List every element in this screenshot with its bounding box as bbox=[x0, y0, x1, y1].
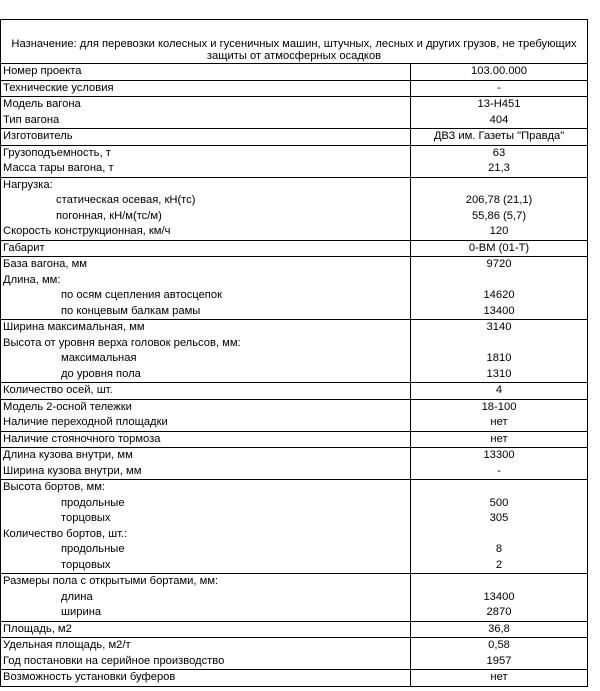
parameter-value: 63 bbox=[492, 146, 506, 159]
parameter-label: максимальная bbox=[61, 352, 137, 364]
table-row bbox=[1, 383, 587, 400]
parameter-label: Количество бортов, шт.: bbox=[3, 527, 128, 540]
parameter-value: 500 bbox=[489, 496, 509, 509]
table-row bbox=[1, 574, 587, 622]
parameter-value bbox=[411, 574, 587, 590]
parameter-cell bbox=[1, 257, 410, 319]
value-cell bbox=[410, 64, 587, 80]
value-cell bbox=[410, 670, 587, 686]
table-row bbox=[1, 320, 587, 383]
table-row bbox=[1, 257, 587, 320]
parameter-value: 0-ВМ (01-Т) bbox=[468, 241, 530, 254]
table-row bbox=[1, 622, 587, 639]
parameter-value: 13400 bbox=[483, 590, 515, 603]
parameter-cell bbox=[1, 622, 410, 638]
value-cell bbox=[410, 257, 587, 319]
value-cell bbox=[410, 432, 587, 448]
parameter-label: по осям сцепления автосцепок bbox=[61, 289, 222, 301]
parameter-label: длина bbox=[61, 590, 93, 603]
parameter-value: 1957 bbox=[486, 654, 512, 667]
table-row bbox=[1, 670, 587, 687]
value-cell bbox=[410, 400, 587, 431]
parameter-label: Наличие переходной площадки bbox=[3, 416, 168, 428]
parameter-label: Модель 2-осной тележки bbox=[3, 400, 132, 413]
parameter-value: 1310 bbox=[486, 367, 512, 380]
parameter-value: 13-Н451 bbox=[477, 98, 521, 110]
parameter-label: Год постановки на серийное производство bbox=[3, 654, 225, 667]
parameter-value: 18-100 bbox=[481, 400, 517, 413]
value-cell bbox=[410, 81, 587, 97]
value-cell bbox=[410, 146, 587, 177]
parameter-label: продольные bbox=[61, 543, 125, 555]
parameter-cell bbox=[1, 432, 410, 448]
parameter-value: 120 bbox=[489, 225, 509, 237]
parameter-label: Площадь, м2 bbox=[3, 622, 72, 635]
parameter-value: 1810 bbox=[486, 352, 512, 364]
parameter-label: Возможность установки буферов bbox=[3, 671, 176, 683]
value-cell bbox=[410, 241, 587, 257]
parameter-value: 4 bbox=[495, 384, 503, 396]
parameter-label: Высота от уровня верха головок рельсов, мм: bbox=[3, 336, 241, 349]
parameter-value: 2 bbox=[495, 558, 503, 571]
parameter-label: Грузоподъемность, т bbox=[3, 146, 111, 159]
table-row bbox=[1, 146, 587, 178]
table-row bbox=[1, 97, 587, 129]
parameter-label: Размеры пола с открытыми бортами, мм: bbox=[3, 575, 219, 587]
parameter-label: Ширина максимальная, мм bbox=[3, 321, 145, 333]
value-cell bbox=[410, 129, 587, 145]
parameter-value: 2870 bbox=[486, 606, 512, 618]
parameter-label: Нагрузка: bbox=[3, 178, 53, 191]
parameter-value: 13400 bbox=[483, 304, 515, 317]
parameter-value: 36,8 bbox=[488, 622, 510, 635]
table-row bbox=[1, 81, 587, 98]
parameter-label: Масса тары вагона, т bbox=[3, 162, 114, 174]
parameter-label: торцовых bbox=[61, 558, 111, 571]
table-row bbox=[1, 178, 587, 241]
parameter-value: 21,3 bbox=[488, 162, 510, 174]
parameter-label: Номер проекта bbox=[3, 65, 82, 77]
parameter-value: 3140 bbox=[486, 321, 512, 333]
parameter-cell bbox=[1, 400, 410, 431]
table-row bbox=[1, 129, 587, 146]
value-cell bbox=[410, 480, 587, 573]
parameter-value: 206,78 (21,1) bbox=[465, 194, 533, 206]
parameter-cell bbox=[1, 670, 410, 686]
parameter-value: нет bbox=[490, 416, 508, 428]
parameter-value: 305 bbox=[489, 512, 509, 524]
table-row bbox=[1, 480, 587, 574]
parameter-value: 13300 bbox=[483, 449, 515, 461]
value-cell bbox=[410, 178, 587, 240]
parameter-cell bbox=[1, 97, 410, 128]
parameter-cell bbox=[1, 383, 410, 399]
parameter-label: Ширина кузова внутри, мм bbox=[3, 464, 142, 477]
parameter-label: Длина, мм: bbox=[3, 273, 61, 286]
value-cell bbox=[410, 622, 587, 638]
parameter-label: Тип вагона bbox=[3, 113, 60, 126]
table-row bbox=[1, 448, 587, 480]
parameter-value: 8 bbox=[495, 543, 503, 555]
parameter-label: до уровня пола bbox=[61, 367, 141, 380]
parameter-value: 9720 bbox=[486, 258, 512, 270]
parameter-value bbox=[411, 336, 587, 352]
table-row bbox=[1, 400, 587, 432]
parameter-label: Удельная площадь, м2/т bbox=[3, 639, 131, 651]
parameter-label: статическая осевая, кН(тс) bbox=[56, 194, 196, 206]
parameter-label: Технические условия bbox=[3, 81, 114, 94]
parameter-label: Высота бортов, мм: bbox=[3, 481, 106, 493]
parameter-label: Модель вагона bbox=[3, 98, 81, 110]
table-body bbox=[1, 64, 587, 687]
parameter-value: - bbox=[497, 464, 501, 477]
table-title: Назначение: для перевозки колесных и гусеничных машин, штучных, лесных и других грузов, не требующих защиты от атмосферных осадков bbox=[1, 20, 587, 64]
parameter-label: продольные bbox=[61, 496, 125, 509]
parameter-value: ДВЗ им. Газеты "Правда" bbox=[433, 130, 565, 142]
parameter-value: нет bbox=[490, 671, 508, 683]
value-cell bbox=[410, 383, 587, 399]
parameter-value bbox=[411, 273, 587, 289]
table-row bbox=[1, 638, 587, 670]
table-row bbox=[1, 64, 587, 81]
spec-table bbox=[0, 19, 588, 687]
parameter-cell bbox=[1, 129, 410, 145]
parameter-value: нет bbox=[490, 432, 508, 445]
value-cell bbox=[410, 448, 587, 479]
parameter-label: Наличие стояночного тормоза bbox=[3, 432, 161, 445]
parameter-cell bbox=[1, 448, 410, 479]
parameter-value bbox=[411, 480, 587, 496]
parameter-value: 14620 bbox=[483, 289, 515, 301]
parameter-label: Скорость конструкционная, км/ч bbox=[3, 225, 171, 237]
parameter-value: 404 bbox=[489, 113, 509, 126]
parameter-value: 103.00.000 bbox=[471, 65, 527, 77]
table-row bbox=[1, 432, 587, 449]
parameter-cell bbox=[1, 574, 410, 621]
parameter-label: по концевым балкам рамы bbox=[61, 304, 201, 317]
parameter-label: торцовых bbox=[61, 512, 111, 524]
value-cell bbox=[410, 574, 587, 621]
parameter-cell bbox=[1, 241, 410, 257]
parameter-value bbox=[411, 178, 587, 194]
parameter-cell bbox=[1, 320, 410, 382]
parameter-value: 55,86 (5,7) bbox=[471, 209, 527, 222]
parameter-cell bbox=[1, 638, 410, 669]
parameter-value: 0,58 bbox=[488, 639, 510, 651]
parameter-cell bbox=[1, 81, 410, 97]
parameter-label: Изготовитель bbox=[3, 130, 73, 142]
parameter-label: Габарит bbox=[3, 241, 45, 254]
parameter-label: ширина bbox=[61, 606, 102, 618]
parameter-label: Количество осей, шт. bbox=[3, 384, 113, 396]
parameter-label: погонная, кН/м(тс/м) bbox=[56, 209, 162, 222]
parameter-label: База вагона, мм bbox=[3, 258, 87, 270]
value-cell bbox=[410, 638, 587, 669]
parameter-cell bbox=[1, 64, 410, 80]
parameter-cell bbox=[1, 146, 410, 177]
value-cell bbox=[410, 320, 587, 382]
parameter-value bbox=[411, 527, 587, 543]
table-row bbox=[1, 241, 587, 258]
parameter-cell bbox=[1, 178, 410, 240]
parameter-cell bbox=[1, 480, 410, 573]
value-cell bbox=[410, 97, 587, 128]
parameter-label: Длина кузова внутри, мм bbox=[3, 449, 133, 461]
parameter-value: - bbox=[497, 81, 501, 94]
